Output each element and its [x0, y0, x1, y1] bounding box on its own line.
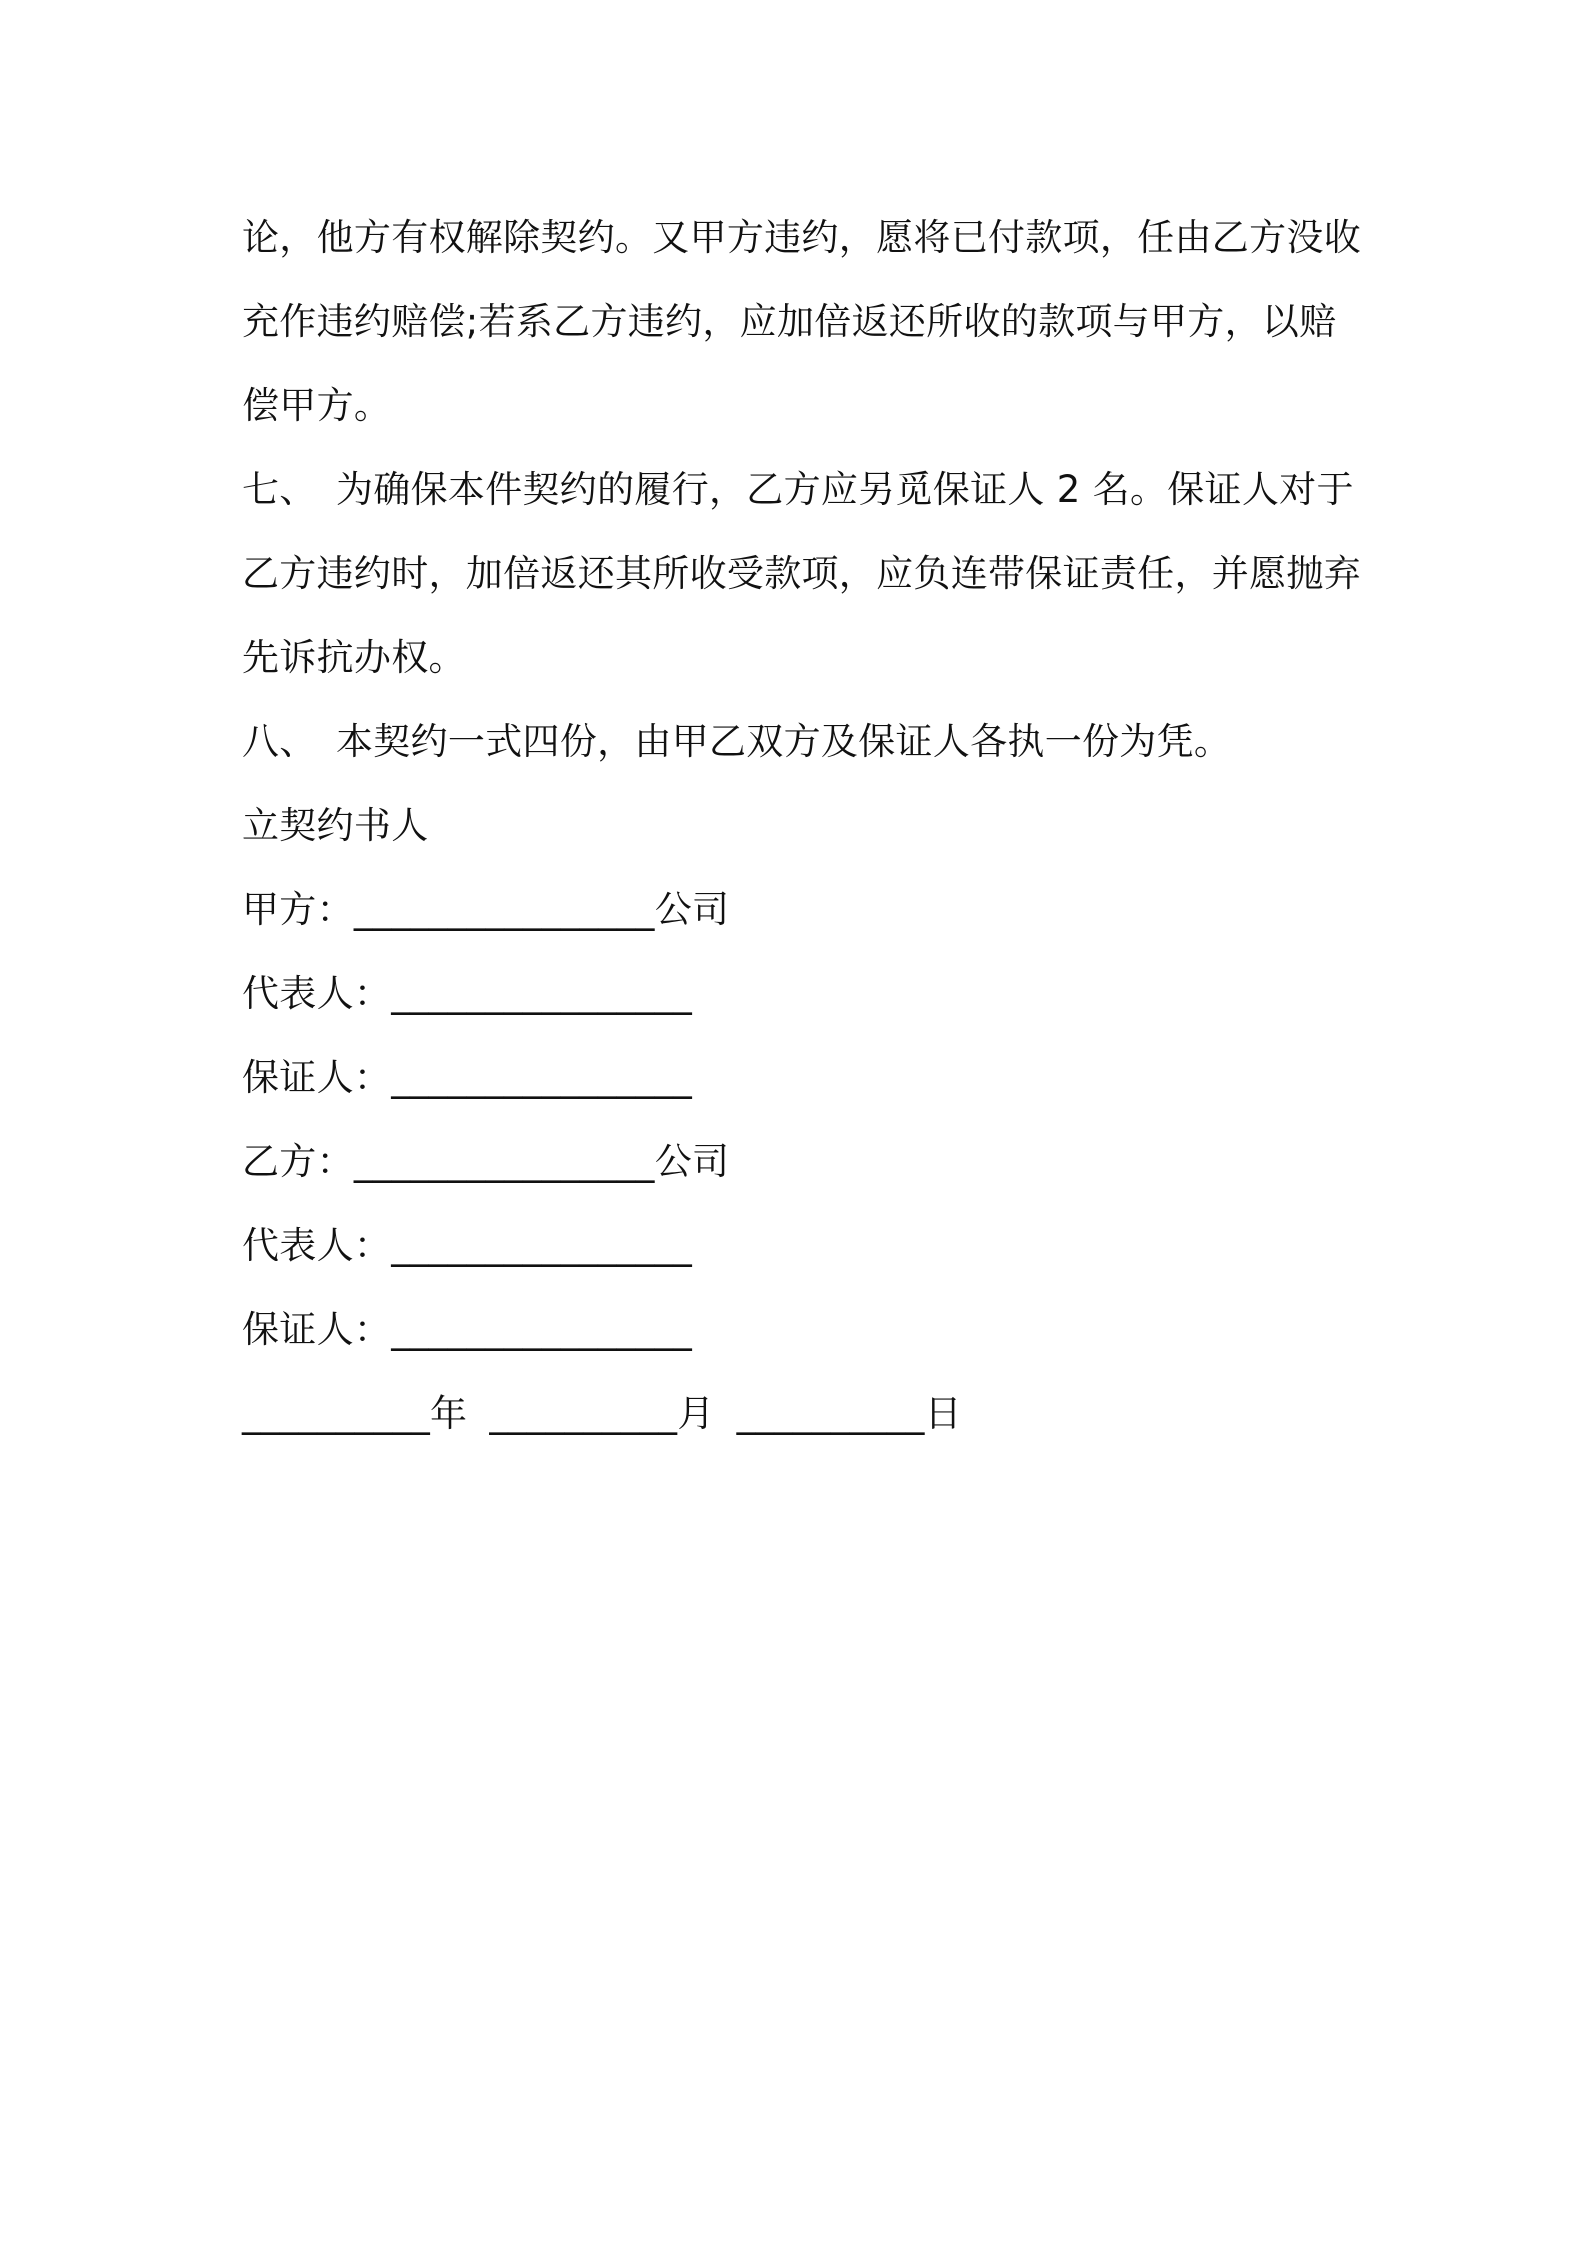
- day-label: 日: [924, 1392, 962, 1435]
- month-label: 月: [677, 1392, 715, 1435]
- party-b-rep-label: 代表人：: [242, 1224, 392, 1267]
- clause-7-line-3: 先诉抗办权。: [242, 636, 466, 679]
- party-a-line: [242, 868, 1362, 952]
- party-a-rep-blank[interactable]: ________________: [391, 972, 693, 1015]
- party-a-blank[interactable]: ________________: [353, 888, 655, 931]
- year-blank[interactable]: __________: [242, 1392, 430, 1435]
- party-a-guarantor-line: [242, 1036, 1362, 1120]
- clause-7-line-2: 乙方违约时，加倍返还其所收受款项，应负连带保证责任，并愿抛弃: [242, 552, 1361, 595]
- party-a-guarantor-label: 保证人：: [242, 1056, 392, 1099]
- party-a-label: 甲方：: [242, 888, 354, 931]
- clause-7-number: 七、: [242, 468, 317, 511]
- party-b-label: 乙方：: [242, 1140, 354, 1183]
- party-a-suffix: 公司: [654, 888, 730, 931]
- party-b-guarantor-line: [242, 1288, 1362, 1372]
- paragraph-line: 充作违约赔偿;若系乙方违约，应加倍返还所收的款项与甲方，以赔: [242, 300, 1337, 343]
- clause-8-line: [242, 700, 1362, 784]
- party-b-guarantor-blank[interactable]: ________________: [391, 1308, 693, 1351]
- year-label: 年: [430, 1392, 468, 1435]
- party-b-rep-line: [242, 1204, 1362, 1288]
- document-body: [242, 196, 1362, 1456]
- date-line: [242, 1372, 1362, 1456]
- party-b-rep-blank[interactable]: ________________: [391, 1224, 693, 1267]
- clause-7-text: 为确保本件契约的履行，乙方应另觅保证人 2 名。保证人对于: [336, 468, 1354, 511]
- party-a-guarantor-blank[interactable]: ________________: [391, 1056, 693, 1099]
- clause-8-text: 本契约一式四份，由甲乙双方及保证人各执一份为凭。: [336, 720, 1232, 763]
- paragraph-line: 偿甲方。: [242, 384, 392, 427]
- party-a-rep-line: [242, 952, 1362, 1036]
- month-blank[interactable]: __________: [489, 1392, 678, 1435]
- paragraph-line: 论，他方有权解除契约。又甲方违约，愿将已付款项，任由乙方没收: [242, 216, 1361, 259]
- party-b-guarantor-label: 保证人：: [242, 1308, 392, 1351]
- party-b-line: [242, 1120, 1362, 1204]
- clause-8-number: 八、: [242, 720, 317, 763]
- signatories-heading: 立契约书人: [242, 804, 429, 847]
- day-blank[interactable]: __________: [736, 1392, 925, 1435]
- clause-7-line-1: [242, 448, 1362, 532]
- party-b-suffix: 公司: [654, 1140, 730, 1183]
- party-a-rep-label: 代表人：: [242, 972, 392, 1015]
- party-b-blank[interactable]: ________________: [353, 1140, 655, 1183]
